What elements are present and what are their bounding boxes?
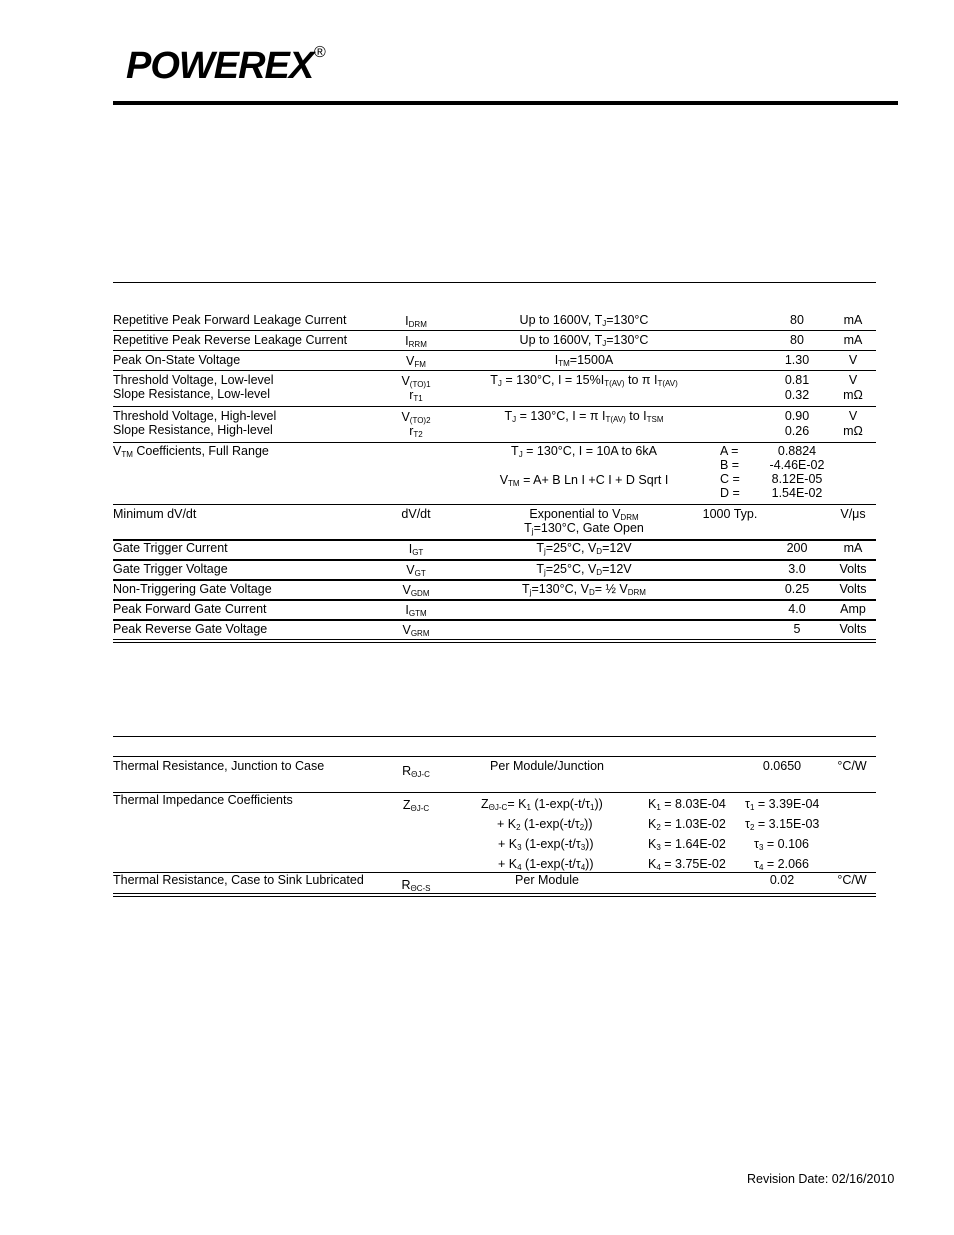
- vtm-formula: $V_{TM} = A+ B$ Ln I +C I + D Sqrt I: [499, 473, 669, 488]
- k-coefficient: $K_3 = 1.64E-02$: [648, 837, 726, 852]
- param-value: 80: [790, 313, 804, 327]
- param-name: Peak Reverse Gate Voltage: [113, 622, 268, 636]
- coeff-value: 8.12E-05: [771, 472, 823, 486]
- tau-coefficient: $\tau_3 = 0.106$: [754, 837, 809, 852]
- param-name: Repetitive Peak Reverse Leakage Current: [113, 333, 348, 347]
- param-name: Thermal Resistance, Case to Sink Lubricated: [113, 873, 364, 887]
- param-unit: °C/W: [837, 873, 867, 887]
- param-unit: mA: [843, 313, 863, 327]
- tau-coefficient: $\tau_2 = 3.15E-03$: [745, 817, 820, 832]
- param-symbol: $V_{GRM}$: [402, 623, 430, 638]
- coeff-value: -4.46E-02: [769, 458, 825, 472]
- revision-date: Revision Date: 02/16/2010: [747, 1172, 895, 1186]
- row-rule: [113, 619, 876, 621]
- test-condition: $T_j=130^\circ C$, Gate Open: [524, 521, 644, 536]
- param-unit: Volts: [839, 622, 867, 636]
- param-symbol: $r_{T2}$: [409, 424, 423, 439]
- param-value: 0.02: [769, 873, 795, 887]
- param-unit: °C/W: [837, 759, 867, 773]
- table-bottom-rule: [113, 639, 876, 640]
- param-value: 200: [786, 541, 808, 555]
- param-name: Peak Forward Gate Current: [113, 602, 267, 616]
- param-value: 0.81: [784, 373, 810, 387]
- row-rule: [113, 370, 876, 371]
- k-coefficient: $K_1 = 8.03E-04$: [648, 797, 726, 812]
- test-condition: $T_j=130^\circ C$, $V_D=$ ½ $V_{DRM}$: [522, 582, 646, 597]
- param-name: Non-Triggering Gate Voltage: [113, 582, 272, 596]
- coeff-label: B =: [720, 458, 740, 472]
- param-name: Thermal Resistance, Junction to Case: [113, 759, 325, 773]
- row-rule: [113, 504, 876, 505]
- test-condition: $T_J = 130^\circ C$, $I = 15\%I_{T(AV)}$ to π $I_{T(AV)}$: [490, 373, 678, 388]
- param-unit: mΩ: [843, 424, 863, 438]
- param-value: 3.0: [788, 562, 806, 576]
- powerex-logo: [126, 46, 313, 86]
- test-condition: $T_J = 130^\circ C$, I = π $I_{T(AV)}$ to $I_{TSM}$: [504, 409, 664, 424]
- test-condition: $T_J = 130^\circ C$, I = 10A to 6kA: [511, 444, 657, 459]
- param-symbol: $V_{GT}$: [406, 563, 426, 578]
- row-rule: [113, 350, 876, 351]
- param-name: Threshold Voltage, Low-level: [113, 373, 274, 387]
- test-condition: Per Module: [515, 873, 579, 887]
- test-condition: Up to 1600V, $T_J=130^\circ C$: [519, 313, 649, 328]
- coeff-label: A =: [720, 444, 739, 458]
- param-unit: mA: [843, 333, 863, 347]
- param-value: 0.90: [784, 409, 810, 423]
- param-symbol: $V_{(TO)2}$: [401, 410, 431, 425]
- param-value: 1000 Typ.: [702, 507, 758, 521]
- param-name: Gate Trigger Voltage: [113, 562, 228, 576]
- param-value: 0.0650: [762, 759, 802, 773]
- param-name: Thermal Impedance Coefficients: [113, 793, 293, 807]
- tau-coefficient: $\tau_1 = 3.39E-04$: [745, 797, 820, 812]
- param-name: Peak On-State Voltage: [113, 353, 241, 367]
- impedance-formula: + $K_2$ $(1-\exp(-t/\tau_2))$: [497, 817, 593, 832]
- param-symbol: $R_{\Theta J-C}$: [402, 764, 430, 779]
- row-rule: [113, 330, 876, 331]
- param-symbol: $Z_{\Theta J-C}$: [402, 798, 430, 813]
- param-unit: V: [848, 373, 858, 387]
- table-top-rule: [113, 282, 876, 283]
- row-rule: [113, 442, 876, 443]
- param-symbol: $r_{T1}$: [409, 388, 423, 403]
- coeff-value: 1.54E-02: [771, 486, 823, 500]
- param-symbol: $V_{(TO)1}$: [401, 374, 431, 389]
- thermal-table-header-rule: [113, 756, 876, 757]
- param-unit: mΩ: [843, 388, 863, 402]
- param-symbol: $V_{GDM}$: [402, 583, 430, 598]
- param-symbol: $I_{GT}$: [408, 542, 424, 557]
- param-symbol: $R_{\Theta C-S}$: [401, 878, 431, 893]
- test-condition: $T_j=25^\circ C$, $V_D=12V$: [536, 541, 632, 556]
- table-bottom-rule: [113, 642, 876, 643]
- header-rule: [113, 101, 898, 105]
- param-value: 80: [790, 333, 804, 347]
- param-symbol: $I_{GTM}$: [405, 603, 427, 618]
- param-symbol: $I_{DRM}$: [405, 314, 427, 329]
- test-condition: Per Module/Junction: [490, 759, 604, 773]
- tau-coefficient: $\tau_4 = 2.066$: [754, 857, 809, 872]
- param-name: $V_{TM}$ Coefficients, Full Range: [113, 444, 269, 459]
- row-rule: [113, 559, 876, 561]
- coeff-label: D =: [720, 486, 740, 500]
- param-unit: mA: [843, 541, 863, 555]
- param-name: Repetitive Peak Forward Leakage Current: [113, 313, 347, 327]
- param-name: Gate Trigger Current: [113, 541, 228, 555]
- param-unit: V: [848, 353, 858, 367]
- impedance-formula: + $K_3$ $(1-\exp(-t/\tau_3))$: [498, 837, 594, 852]
- param-unit: Amp: [840, 602, 866, 616]
- param-value: 4.0: [788, 602, 806, 616]
- param-unit: Volts: [839, 582, 867, 596]
- k-coefficient: $K_2 = 1.03E-02$: [648, 817, 726, 832]
- param-symbol: dV/dt: [401, 507, 431, 521]
- test-condition: Exponential to $V_{DRM}$: [529, 507, 639, 522]
- logo-text: POWEREX: [126, 45, 314, 87]
- test-condition: $I_{TM}=1500A$: [554, 353, 614, 368]
- test-condition: $T_j=25^\circ C$, $V_D=12V$: [536, 562, 632, 577]
- param-name: Threshold Voltage, High-level: [113, 409, 277, 423]
- row-rule: [113, 579, 876, 581]
- param-name: Slope Resistance, High-level: [113, 423, 273, 437]
- param-unit: V: [848, 409, 858, 423]
- param-symbol: $I_{RRM}$: [405, 334, 427, 349]
- param-value: 0.26: [784, 424, 810, 438]
- registered-mark: ®: [314, 44, 326, 61]
- coeff-label: C =: [720, 472, 740, 486]
- row-rule: [113, 406, 876, 407]
- thermal-table-top-rule: [113, 736, 876, 737]
- thermal-bottom-rule: [113, 896, 876, 897]
- test-condition: Up to 1600V, $T_J=130^\circ C$: [519, 333, 649, 348]
- k-coefficient: $K_4 = 3.75E-02$: [648, 857, 726, 872]
- param-name: Slope Resistance, Low-level: [113, 387, 271, 401]
- impedance-formula: $Z_{\Theta J-C}= K_1$ $(1-\exp(-t/\tau_1))$: [481, 797, 603, 812]
- thermal-bottom-rule: [113, 893, 876, 894]
- coeff-value: 0.8824: [777, 444, 817, 458]
- param-value: 1.30: [784, 353, 810, 367]
- param-value: 0.25: [784, 582, 810, 596]
- param-value: 0.32: [784, 388, 810, 402]
- impedance-formula: + $K_4$ $(1-\exp(-t/\tau_4))$: [498, 857, 594, 872]
- param-value: 5: [793, 622, 801, 636]
- param-symbol: $V_{FM}$: [406, 354, 426, 369]
- param-name: Minimum dV/dt: [113, 507, 197, 521]
- param-unit: Volts: [839, 562, 867, 576]
- row-rule: [113, 599, 876, 601]
- param-unit: V/μs: [840, 507, 866, 521]
